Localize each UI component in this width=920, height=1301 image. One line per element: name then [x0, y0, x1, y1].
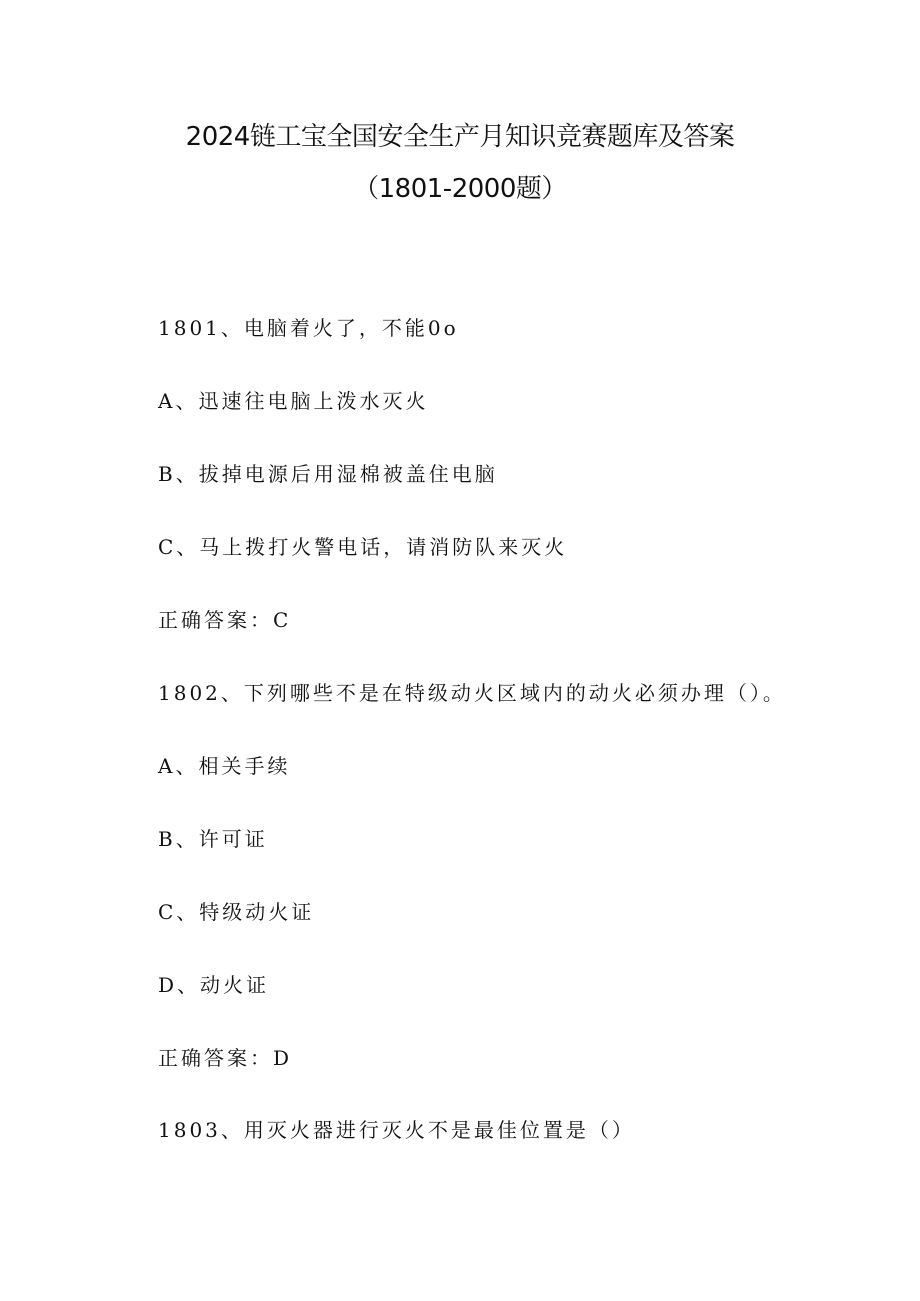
answer-1802: 正确答案：D: [158, 1046, 293, 1070]
option-a: A、相关手续: [158, 754, 291, 778]
option-a: A、迅速往电脑上泼水灭火: [158, 389, 429, 413]
option-b: B、拔掉电源后用湿棉被盖住电脑: [158, 462, 498, 486]
document-title: 2024链工宝全国安全生产月知识竞赛题库及答案: [185, 122, 735, 152]
question-1802: 1802、下列哪些不是在特级动火区域内的动火必须办理（）。: [158, 681, 786, 705]
option-b: B、许可证: [158, 827, 268, 851]
option-d: D、动火证: [158, 973, 270, 997]
question-1803: 1803、用灭火器进行灭火不是最佳位置是（）: [158, 1118, 635, 1142]
document-subtitle: （1801-2000题）: [353, 174, 567, 204]
option-c: C、特级动火证: [158, 900, 315, 924]
answer-1801: 正确答案：C: [158, 608, 292, 632]
option-c: C、马上拨打火警电话，请消防队来灭火: [158, 535, 568, 559]
question-1801: 1801、电脑着火了，不能0o: [158, 316, 459, 340]
